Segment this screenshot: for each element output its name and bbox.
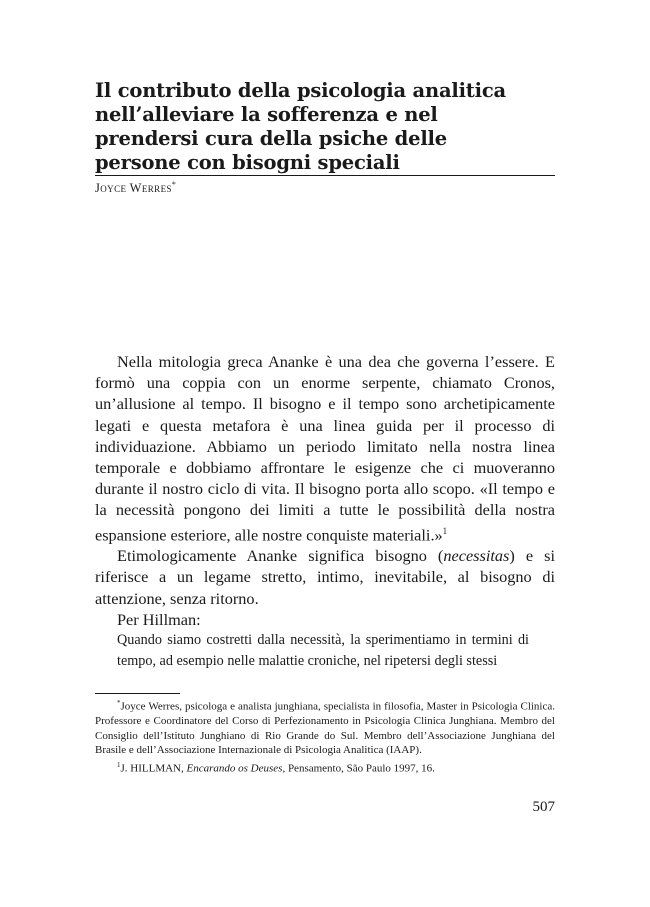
footnote-2 [95, 758, 555, 776]
footnote-1-text: Joyce Werres, psicologa e analista junghiana, specialista in filosofia, Master in Psicologia Clinica. Professore e Coordinatore del Corso di Perfezionamento in Psicologia Clinica Junghiana. Membro del Consiglio dell’Istituto Junghiano di Rio Grande do Sul. Membro dell’Associazione Junghiana del Brasile e dell’Associazione Internazionale di Psicologia Analitica (IAAP). [95, 700, 555, 757]
author-footnote-mark: * [171, 180, 177, 189]
paragraph-1-text: Nella mitologia greca Ananke è una dea che governa l’essere. E formò una coppia con un enorme serpente, chiamato Cronos, un’allusione al tempo. Il bisogno e il tempo sono archetipicamente legati e questa metafora è una linea guida per il processo di individuazione. Abbiamo un periodo limitato nella nostra linea temporale e dobbiamo affrontare le esigenze che ci muoveranno durante il nostro ciclo di vita. Il bisogno porta allo scopo. «Il tempo e la necessità pongono dei limiti a tutte le possibilità della nostra espansione esteriore, alle nostre conquiste materiali.» [95, 352, 555, 545]
article-title: Il contributo della psicologia analitica nell’alleviare la sofferenza e nel prendersi cura della psiche delle persone con bisogni speciali [95, 79, 506, 174]
footnote-rule [95, 693, 180, 694]
paragraph-2-before: Etimologicamente Ananke significa bisogno ( [117, 546, 444, 566]
page-number: 507 [532, 799, 555, 815]
paragraph-2 [95, 545, 555, 609]
body-text [95, 351, 555, 630]
paragraph-1 [95, 351, 555, 545]
footnote-2-author: J. HILLMAN, [120, 762, 187, 775]
title-rule [95, 175, 555, 176]
paragraph-2-after: ) e si riferisce a un legame stretto, intimo, inevitabile, al bisogno di attenzione, senza ritorno. [95, 546, 555, 608]
footnote-ref-1: 1 [442, 525, 448, 536]
author-line [95, 180, 176, 196]
footnote-2-title: Encarando os Deuses [186, 762, 283, 775]
footnote-2-mark: 1 [117, 760, 121, 769]
author-name: Joyce Werres [95, 181, 172, 196]
paragraph-2-italic: necessitas [443, 546, 510, 566]
footnote-1-mark: * [117, 699, 121, 707]
block-quote: Quando siamo costretti dalla necessità, la sperimentiamo in termini di tempo, ad esempio nelle malattie croniche, nel ripetersi degli stessi [117, 632, 529, 669]
footnote-2-rest: , Pensamento, São Paulo 1997, 16. [282, 762, 435, 775]
paragraph-3: Per Hillman: [117, 609, 201, 629]
footnote-1 [95, 696, 555, 758]
footnotes [95, 696, 555, 776]
